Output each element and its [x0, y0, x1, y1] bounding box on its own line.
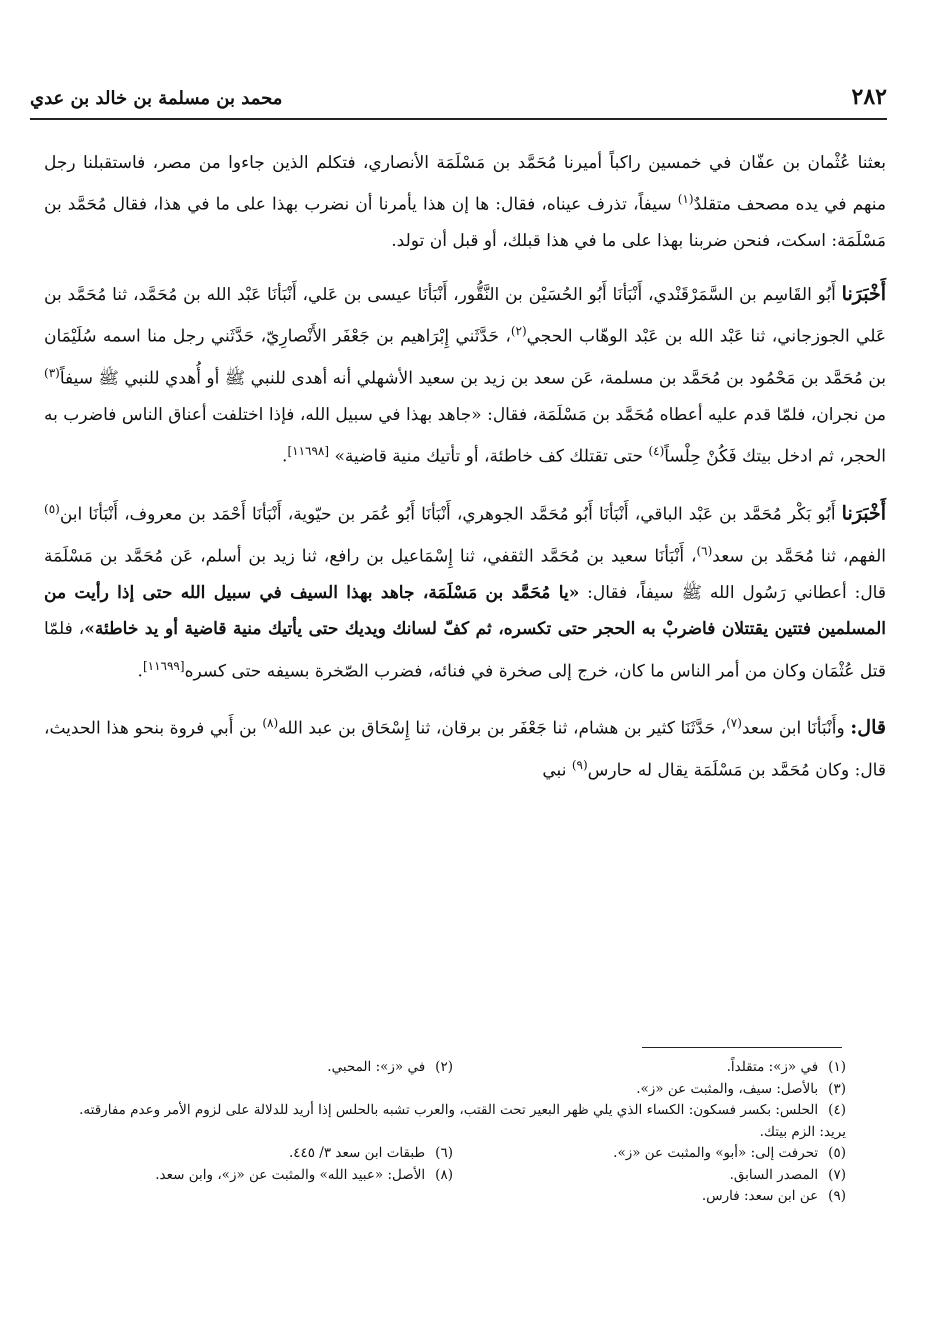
footnote-row: [60, 1165, 846, 1187]
footnote-text: عن ابن سعد: فارس.: [701, 1188, 819, 1204]
footnote-number: (٤): [828, 1102, 846, 1118]
footnote-number: (٥): [828, 1145, 846, 1161]
footnote-number: (٦): [435, 1145, 453, 1161]
body-text: [44, 145, 886, 789]
isnad-opener: أَخْبَرَنا: [841, 282, 886, 305]
text-run: بن أَبي فروة بنحو هذا الحديث، قال: وكان مُحَمَّد بن مَسْلَمَة يقال له حارس: [44, 719, 886, 782]
footnote: [60, 1143, 453, 1165]
footnote-row: [60, 1079, 846, 1101]
footnote-text: المصدر السابق.: [729, 1166, 819, 1183]
text-run: ، حَدَّثَنَا كثير بن هشام، ثنا جَعْفَر بن برقان، ثنا إِسْحَاق بن عبد الله: [278, 719, 727, 740]
footnote: [60, 1186, 846, 1208]
page-header: [30, 70, 887, 120]
text-run: بعثنا عُثْمان بن عفّان في خمسين راكباً أميرنا مُحَمَّد بن مَسْلَمَة الأنصاري، فتكلم الذين جاءوا من مصر، فاستقبلنا رجل منهم في يده مصحف متقلدٌ: [44, 153, 886, 215]
footnote: [453, 1057, 846, 1079]
isnad-opener: أَخْبَرَنا: [841, 502, 886, 525]
footnote-text: الحلس: بكسر فسكون: الكساء الذي يلي ظهر البعير تحت القتب، والعرب تشبه بالحلس إذا أريد للدلالة على لزوم الأمر وعدم مفارقته. يريد: الزم بيتك.: [79, 1102, 846, 1140]
note-marker: (٧): [726, 716, 742, 731]
text-run: .: [282, 446, 288, 467]
footnote-number: (١): [828, 1059, 846, 1075]
footnote-row: [60, 1100, 846, 1143]
text-run: سيفاً، تذرف عيناه، فقال: ها إن هذا يأمرنا أن نضرب بهذا على ما في هذا، فقال مُحَمَّد بن مَسْلَمَة: اسكت، فنحن ضربنا بهذا على ما في هذا قبلك، أو قبل أن تولد.: [44, 194, 886, 252]
text-run: أَبُو بَكْر مُحَمَّد بن عَبْد الباقي، أَنْبَأنَا أَبُو مُحَمَّد الجوهري، أَنْبَأنَا أَبُو عُمَر بن حيّوية، أَنْبَأنَا أَحْمَد بن معروف، أَنْبَأنَا ابن: [59, 504, 842, 525]
page-number: ٢٨٢: [851, 84, 887, 110]
footnote: [60, 1165, 453, 1187]
footnote-row: [60, 1143, 846, 1165]
footnote-number: (٨): [435, 1166, 453, 1183]
footnote-number: (٣): [828, 1080, 846, 1097]
paragraph: [44, 705, 886, 789]
text-run: ، أَنْبَأنَا سعيد بن مُحَمَّد الثقفي، ثنا إِسْمَاعيل بن رافع، ثنا زيد بن أسلم، عَن مُحَمَّد بن مَسْلَمَة قال: أعطاني رَسُول الله ﷺ سيفاً، فقال:: [44, 546, 886, 603]
note-marker: (٩): [571, 758, 588, 773]
text-run: حتى تقتلك كف خاطئة، أو تأتيك منية قاضية»: [329, 446, 649, 467]
isnad-opener: قال:: [850, 717, 886, 740]
footnote-text: طبقات ابن سعد ٣/ ٤٤٥.: [288, 1145, 426, 1161]
footnote: [60, 1100, 846, 1143]
note-marker: (٦): [696, 543, 713, 558]
footnote-number: (٩): [828, 1188, 846, 1204]
text-run: أَبُو القَاسِم بن السَّمَرْقَنْدي، أَنْبَأنَا أَبُو الحُسَيْن بن النَّقُّور، أَنْبَأنَا عيسى بن عَلي، أَنْبَأنَا عَبْد الله بن مُحَمَّد، ثنا مُحَمَّد بن عَلي الجوزجاني، ثنا عَبْد الله بن عَبْد الوهّاب الحجي: [44, 284, 886, 347]
footnote: [60, 1057, 453, 1079]
text-run: الفهم، ثنا مُحَمَّد بن سعد: [712, 546, 886, 567]
footnote-text: في «ز»: المحبي.: [327, 1059, 426, 1075]
footnote-row: [60, 1057, 846, 1079]
footnote: [60, 1079, 846, 1101]
footnote-text: تحرفت إلى: «أبو» والمثبت عن «ز».: [613, 1145, 819, 1161]
footnote-number: (٧): [828, 1166, 846, 1183]
running-title: محمد بن مسلمة بن خالد بن عدي: [30, 88, 283, 109]
footnote: [453, 1143, 846, 1165]
text-run: وأَنْبَأنَا ابن سعد: [741, 719, 851, 740]
note-marker: [١١٦٩٨]: [287, 444, 330, 459]
note-marker: (١): [677, 192, 694, 207]
text-run: من نجران، فلمّا قدم عليه أعطاه مُحَمَّد بن مَسْلَمَة، فقال: «جاهد بهذا في سبيل الله، فإذا اختلفت أعناق الناس فاضرب به الحجر، ثم ادخل بيتك فَكُنْ حِلْساً: [44, 404, 886, 467]
footnote-divider: [642, 1047, 842, 1048]
footnote-text: في «ز»: متقلداً.: [726, 1059, 819, 1075]
note-marker: (٣): [44, 365, 60, 380]
text-run: ، فلمّا قتل عُثْمَان وكان من أمر الناس ما كان، خرج إلى صخرة في فنائه، فضرب الصّخرة بسيفه حتى كسره: [44, 619, 886, 682]
footnote-number: (٢): [435, 1059, 453, 1075]
note-marker: (٨): [262, 716, 279, 731]
text-run: ، حَدَّثَني إِبْرَاهيم بن جَعْفَر الأَنْصارِيّ، حَدَّثَني رجل منا اسمه سُلَيْمَان بن مُحَمَّد بن مَحْمُود بن مُحَمَّد بن مسلمة، عَن سعد بن زيد بن سعيد الأشهلي أنه أهدى للنبي ﷺ أو أُهدي للنبي ﷺ سيفاً: [44, 326, 886, 389]
note-marker: [١١٦٩٩]: [142, 658, 185, 673]
text-run: .: [137, 661, 143, 682]
hadith-text: «يا مُحَمَّد بن مَسْلَمَة، جاهد بهذا السيف في سبيل الله حتى إذا رأيت من المسلمين فتتين يقتتلان فاضربْ به الحجر حتى تكسره، ثم كفّ لسانك ويديك حتى يأتيك منية قاضية أو يد خاطئة»: [44, 582, 887, 640]
paragraph: [44, 276, 886, 475]
footnote-text: الأصل: «عبيد الله» والمثبت عن «ز»، وابن سعد.: [155, 1166, 426, 1183]
note-marker: (٥): [44, 502, 60, 516]
footnotes: [60, 1057, 846, 1208]
text-run: نبي: [542, 761, 572, 782]
footnote: [453, 1165, 846, 1187]
paragraph: [44, 491, 886, 689]
footnote-row: [60, 1186, 846, 1208]
paragraph: [44, 145, 886, 260]
note-marker: (٢): [510, 323, 527, 338]
note-marker: (٤): [648, 444, 665, 459]
footnote-text: بالأصل: سيف، والمثبت عن «ز».: [636, 1080, 819, 1097]
